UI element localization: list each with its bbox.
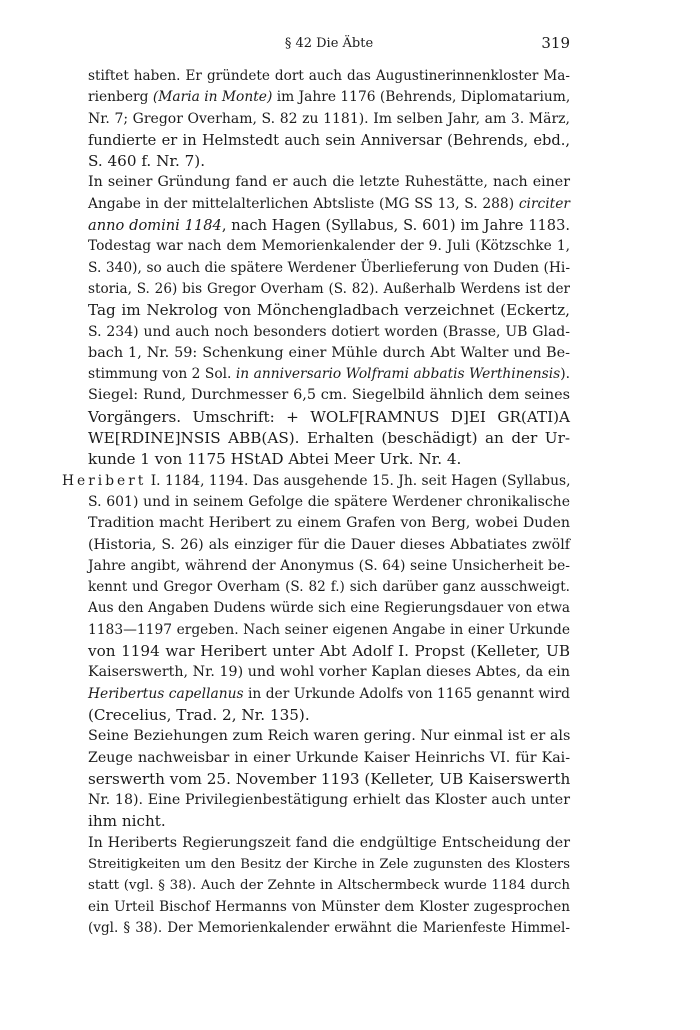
text-line [88,322,570,343]
italic-run: circiter [518,195,570,212]
text-line [88,811,570,832]
paragraph-1 [88,66,570,172]
abbot-entry-heribert [62,471,571,727]
text-run: S. 460 f. Nr. 7). [88,152,206,171]
text-run: bach 1, Nr. 59: Schenkung einer Mühle durch Abt Walter und Be- [88,344,570,361]
italic-run: Heribertus capellanus [88,685,244,702]
text-run: S. 234) und auch noch besonders dotiert worden (Brasse, UB Glad- [88,323,570,340]
text-line [88,492,570,513]
text-run: ein Urteil Bischof Hermanns von Münster dem Kloster zugesprochen [88,898,570,915]
text-line [88,748,570,769]
running-title: § 42 Die Äbte [284,36,374,51]
text-run: Nr. 7; Gregor Overham, S. 82 zu 1181). Im selben Jahr, am 3. März, [88,110,570,127]
text-line [88,215,570,236]
text-run: serswerth vom 25. November 1193 (Kelleter, UB Kaiserswerth [88,769,571,788]
page-number: 319 [541,34,570,52]
text-run: In Heriberts Regierungszeit fand die endgültige Entscheidung der [88,834,570,851]
text-run: 1183—1197 ergeben. Nach seiner eigenen Angabe in einer Urkunde [88,621,570,638]
text-line [88,854,570,875]
text-run: im Jahre 1176 (Behrends, Diplomatarium, [272,89,571,106]
text-line [88,897,570,918]
text-line [88,258,570,279]
text-run: Seine Beziehungen zum Reich waren gering. Nur einmal ist er als [88,728,571,745]
text-line [88,109,570,130]
paragraph-4 [88,726,570,832]
text-run: kunde 1 von 1175 HStAD Abtei Meer Urk. Nr. 4. [88,450,462,469]
text-run: rienberg [88,89,153,106]
text-run: ). [560,366,570,383]
text-line [88,684,570,705]
running-head [88,34,570,56]
text-line [88,236,570,257]
text-run: ihm nicht. [88,812,166,831]
text-run: Kaiserswerth, Nr. 19) und wohl vorher Kaplan dieses Abtes, da ein [88,664,570,681]
text-line [88,279,570,300]
text-line [88,364,570,385]
text-line [88,790,570,811]
text-run: (Historia, S. 26) als einziger für die Dauer dieses Abbatiates zwölf [88,536,570,553]
text-run: Streitigkeiten um den Besitz der Kirche in Zele zugunsten des Klosters [88,856,570,872]
text-run: Vorgängers. Umschrift: + WOLF[RAMNUS D]EI GR(ATI)A [88,407,570,426]
paragraph-5 [88,833,570,939]
text-line [88,620,570,641]
italic-run: anno domini 1184 [88,217,222,235]
text-line [88,662,570,683]
text-run: I. 1184, 1194. Das ausgehende 15. Jh. seit Hagen (Syllabus, [146,472,571,489]
text-line [62,471,570,492]
text-line [88,513,570,534]
text-run: stiftet haben. Er gründete dort auch das Augustinerinnenkloster Ma- [88,68,570,84]
text-run: storia, S. 26) bis Gregor Overham (S. 82). Außerhalb Werdens ist der [88,280,570,297]
text-run: fundierte er in Helmstedt auch sein Anniversar (Behrends, ebd., [88,131,570,149]
text-run: WE[RDINE]NSIS ABB(AS). Erhalten (beschädigt) an der Ur- [88,429,570,448]
text-run: S. 340), so auch die spätere Werdener Überlieferung von Duden (Hi- [88,259,570,276]
text-line [88,449,570,470]
text-run: S. 601) und in seinem Gefolge die spätere Werdener chronikalische [88,493,570,510]
text-line [88,151,570,172]
text-run: , nach Hagen (Syllabus, S. 601) im Jahre 1183. [221,217,570,235]
text-run: Tradition macht Heribert zu einem Grafen von Berg, wobei Duden [88,515,570,532]
text-run: von 1194 war Heribert unter Abt Adolf I. Propst (Kelleter, UB [88,642,570,661]
text-line [88,407,570,428]
text-line [88,641,570,662]
text-run: Todestag war nach dem Memorienkalender der 9. Juli (Kötzschke 1, [88,238,570,255]
text-line [88,875,570,896]
text-line [88,577,570,598]
text-line [88,66,570,87]
text-run: Aus den Angaben Dudens würde sich eine Regierungsdauer von etwa [88,600,570,617]
text-run: Angabe in der mittelalterlichen Abtsliste (MG SS 13, S. 288) [88,195,519,212]
text-run: Siegel: Rund, Durchmesser 6,5 cm. Siegelbild ähnlich dem seines [88,387,570,404]
text-run: kennt und Gregor Overham (S. 82 f.) sich darüber ganz ausschweigt. [88,579,570,596]
text-line [88,726,570,747]
abbot-name: Heribert [62,472,147,489]
text-line [88,705,570,726]
text-line [88,385,570,406]
text-run: Tag im Nekrolog von Mönchengladbach verzeichnet (Eckertz, [88,301,570,320]
text-line [88,172,570,193]
italic-run: in anniversario Wolframi abbatis Werthinensis [235,366,561,383]
text-line [88,556,570,577]
italic-run: (Maria in Monte) [152,89,273,106]
text-run: Jahre angibt, während der Anonymus (S. 64) seine Unsicherheit be- [88,557,570,574]
text-run: Nr. 18). Eine Privilegienbestätigung erhielt das Kloster auch unter [88,792,570,809]
text-body [62,66,571,939]
text-line [88,833,570,854]
text-run: stimmung von 2 Sol. [88,366,236,383]
text-line [88,87,570,108]
text-line [88,598,570,619]
text-run: in der Urkunde Adolfs von 1165 genannt wird [243,685,571,702]
text-run: statt (vgl. § 38). Auch der Zehnte in Altschermbeck wurde 1184 durch [88,878,570,894]
paragraph-2 [88,172,570,470]
text-line [88,194,570,215]
text-line [88,769,570,790]
text-line [88,300,570,321]
text-line [88,918,570,939]
text-run: In seiner Gründung fand er auch die letzte Ruhestätte, nach einer [88,174,570,191]
text-line [88,130,570,151]
text-line [88,343,570,364]
text-run: (vgl. § 38). Der Memorienkalender erwähnt die Marienfeste Himmel- [88,919,570,936]
text-run: Zeuge nachweisbar in einer Urkunde Kaiser Heinrichs VI. für Kai- [88,749,570,766]
text-run: (Crecelius, Trad. 2, Nr. 135). [88,705,310,724]
text-line [88,428,570,449]
text-line [88,535,570,556]
